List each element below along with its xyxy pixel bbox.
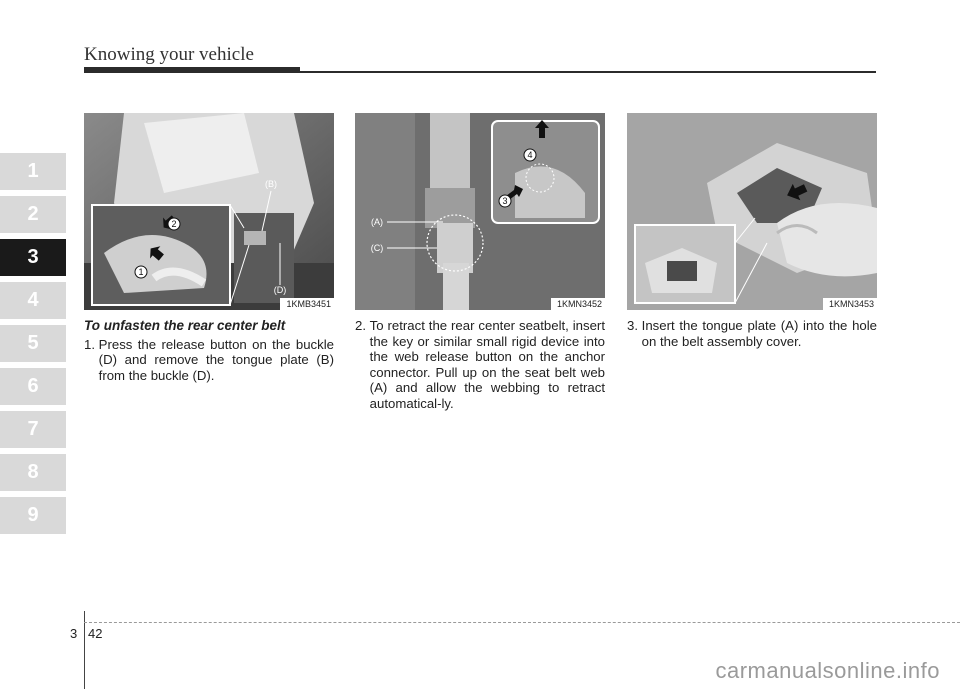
watermark: carmanualsonline.info — [715, 658, 940, 683]
section-title: To unfasten the rear center belt — [84, 318, 286, 333]
chapter-tab-1[interactable]: 1 — [0, 153, 66, 190]
step-1 — [84, 337, 334, 384]
chapter-tab-3[interactable]: 3 — [0, 239, 66, 276]
step-3 — [627, 318, 877, 349]
callout-1: 1 — [138, 267, 144, 277]
figure-unfasten-buckle — [84, 113, 334, 310]
callout-c: (C) — [370, 243, 384, 253]
chapter-tab-9[interactable]: 9 — [0, 497, 66, 534]
step-number: 3. — [627, 318, 642, 333]
callout-b: (B) — [265, 179, 277, 189]
column-step-2 — [355, 318, 605, 412]
footer-divider-horizontal — [84, 622, 960, 623]
callout-d: (D) — [273, 285, 287, 295]
footer-page-number: 42 — [88, 626, 103, 641]
header-rule-thin — [300, 71, 876, 73]
step-number: 1. — [84, 336, 99, 352]
page-header-title: Knowing your vehicle — [84, 44, 254, 65]
step-text: Press the release button on the buckle (D) and remove the tongue plate (B) from the buckle (D). — [98, 336, 334, 383]
header-rule-thick — [84, 67, 300, 73]
callout-2: 2 — [171, 219, 177, 229]
step-text: Insert the tongue plate (A) into the hole on the belt assembly cover. — [641, 318, 877, 349]
figure-code: 1KMN3452 — [551, 298, 605, 310]
column-step-1 — [84, 318, 334, 383]
chapter-tab-5[interactable]: 5 — [0, 325, 66, 362]
callout-3: 3 — [502, 196, 508, 206]
callout-4: 4 — [527, 150, 533, 160]
figure-insert-tongue-plate — [627, 113, 877, 310]
chapter-tab-7[interactable]: 7 — [0, 411, 66, 448]
chapter-tab-4[interactable]: 4 — [0, 282, 66, 319]
footer-chapter-number: 3 — [70, 626, 78, 641]
figure-code: 1KMN3453 — [823, 298, 877, 310]
chapter-tab-8[interactable]: 8 — [0, 454, 66, 491]
column-step-3 — [627, 318, 877, 349]
figure-code: 1KMB3451 — [280, 298, 334, 310]
callout-a: (A) — [371, 217, 383, 227]
chapter-tab-2[interactable]: 2 — [0, 196, 66, 233]
chapter-tab-6[interactable]: 6 — [0, 368, 66, 405]
figure-retract-belt — [355, 113, 605, 310]
step-number: 2. — [355, 318, 370, 333]
chapter-tabs — [0, 153, 66, 540]
step-text: To retract the rear center seatbelt, insert the key or similar small rigid device into the web release button on the anchor connector. Pull up on the seat belt web (A) and allow the webbing to retract automatical-ly. — [369, 318, 605, 411]
step-2 — [355, 318, 605, 412]
